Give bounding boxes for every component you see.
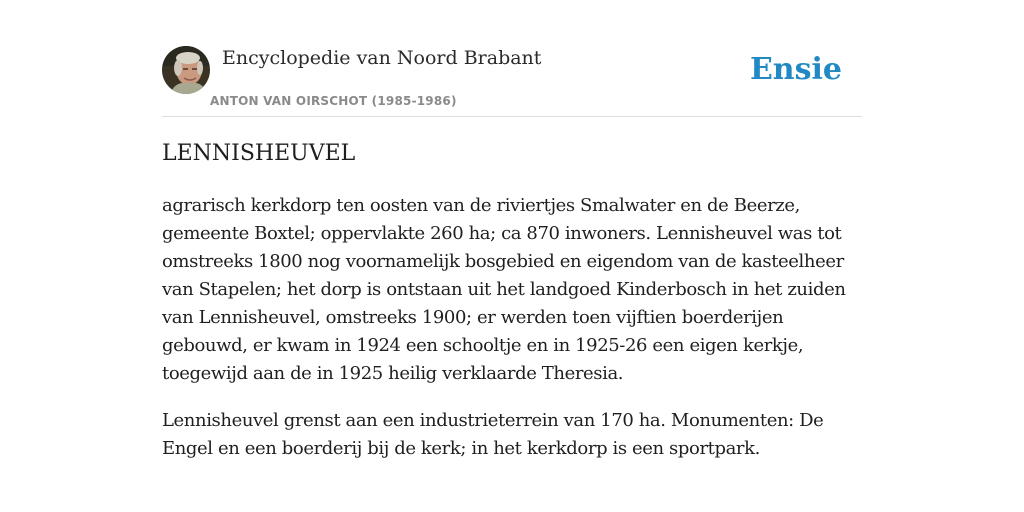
article-body xyxy=(162,192,862,482)
ensie-logo[interactable]: Ensie xyxy=(749,52,842,87)
article-paragraph: Lennisheuvel grenst aan een industrieterrein van 170 ha. Monumenten: De Engel en een boerderij bij de kerk; in het kerkdorp is een sportpark. xyxy=(162,410,824,459)
article-title: LENNISHEUVEL xyxy=(162,141,356,166)
header xyxy=(162,44,862,117)
author-link[interactable]: ANTON VAN OIRSCHOT (1985-1986) xyxy=(210,94,457,108)
author-portrait-icon xyxy=(162,46,210,94)
book-title-link[interactable]: Encyclopedie van Noord Brabant xyxy=(222,47,542,69)
author-avatar[interactable] xyxy=(162,46,210,94)
article-paragraph: agrarisch kerkdorp ten oosten van de riviertjes Smalwater en de Beerze, gemeente Boxtel; oppervlakte 260 ha; ca 870 inwoners. Lennisheuvel was tot omstreeks 1800 nog voornamelijk bosgebied en eigendom van de kasteelheer van Stapelen; het dorp is ontstaan uit het landgoed Kinderbosch in het zuiden van Lennisheuvel, omstreeks 1900; er werden toen vijftien boerderijen gebouwd, er kwam in 1924 een schooltje en in 1925-26 een eigen kerkje, toegewijd aan de in 1925 heilig verklaarde Theresia. xyxy=(162,195,846,384)
